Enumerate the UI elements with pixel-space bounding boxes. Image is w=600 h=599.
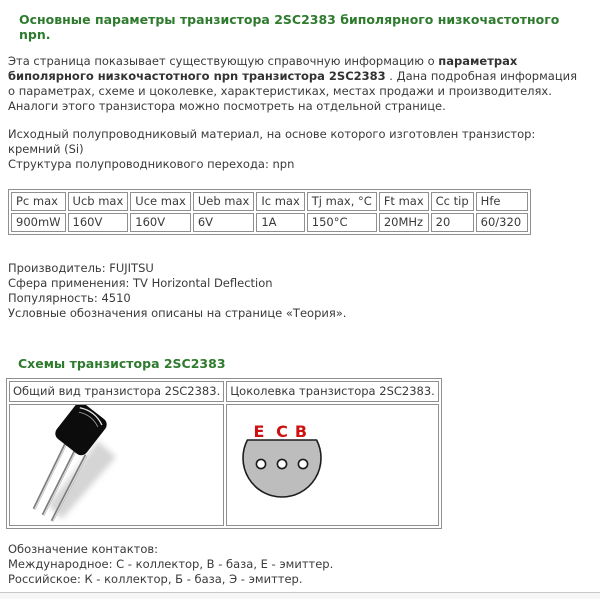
intro-line4: Аналоги этого транзистора можно посмотреть на отдельной странице. <box>8 99 446 113</box>
contacts-paragraph <box>8 542 592 587</box>
param-header-hfe: Hfe <box>476 192 528 211</box>
contacts-russian-line: Российское: К - коллектор, Б - база, Э - эмиттер. <box>8 572 303 586</box>
footer-divider <box>0 592 600 599</box>
param-value-uce-max: 160V <box>130 213 191 232</box>
param-header-tj-max: Tj max, °C <box>307 192 377 211</box>
param-value-ft-max: 20MHz <box>379 213 429 232</box>
photo-cell <box>9 404 224 526</box>
intro-line3: о параметрах, схеме и цоколевке, характеристиках, местах продажи и производителях. <box>8 84 552 98</box>
pin-labels <box>254 422 308 441</box>
param-header-uce-max: Uce max <box>130 192 191 211</box>
material-line3: Структура полупроводникового перехода: npn <box>8 157 295 171</box>
param-value-hfe: 60/320 <box>476 213 528 232</box>
material-line1: Исходный полупроводниковый материал, на основе которого изготовлен транзистор: <box>8 127 536 141</box>
transistor-photo-icon <box>10 405 222 525</box>
param-header-ft-max: Ft max <box>379 192 429 211</box>
material-paragraph <box>8 127 592 172</box>
intro-paragraph <box>8 54 592 114</box>
pin-label-c: C <box>276 422 289 441</box>
schemes-heading: Схемы транзистора 2SC2383 <box>18 356 226 371</box>
info-paragraph <box>8 261 592 321</box>
intro-line2-text: . Дана подробная информация <box>385 69 578 83</box>
param-header-ic-max: Ic max <box>256 192 304 211</box>
param-header-ucb-max: Ucb max <box>68 192 129 211</box>
param-value-pc-max: 900mW <box>11 213 66 232</box>
legend-note-line: Условные обозначения описаны на странице «Теория». <box>8 306 347 320</box>
parameters-header-row <box>11 192 528 211</box>
param-header-cc-tip: Cc tip <box>431 192 474 211</box>
application-line: Сфера применения: TV Horizontal Deflection <box>8 276 273 290</box>
param-value-ic-max: 1A <box>256 213 304 232</box>
param-header-ueb-max: Ueb max <box>193 192 255 211</box>
parameters-value-row <box>11 213 528 232</box>
manufacturer-line: Производитель: FUJITSU <box>8 261 154 275</box>
pinout-diagram-icon <box>227 405 435 525</box>
pinout-holes <box>257 459 308 468</box>
param-header-pc-max: Pc max <box>11 192 66 211</box>
pinout-caption: Цоколевка транзистора 2SC2383. <box>226 381 439 402</box>
pin-label-e: E <box>253 422 265 441</box>
popularity-line: Популярность: 4510 <box>8 291 131 305</box>
intro-line2-bold: биполярного низкочастотного npn транзистора 2SC2383 <box>8 69 386 83</box>
intro-line1-text: Эта страница показывает существующую справочную информацию о <box>8 54 439 68</box>
param-value-ucb-max: 160V <box>68 213 129 232</box>
parameters-table <box>8 189 531 235</box>
contacts-international-line: Международное: C - коллектор, B - база, E - эмиттер. <box>8 557 334 571</box>
contacts-title-line: Обозначение контактов: <box>8 542 159 556</box>
page-title: Основные параметры транзистора 2SC2383 биполярного низкочастотного npn. <box>19 12 560 42</box>
param-value-tj-max: 150°C <box>307 213 377 232</box>
material-line2: кремний (Si) <box>8 142 84 156</box>
pin-label-b: B <box>295 422 308 441</box>
pinout-cell <box>226 404 439 526</box>
param-value-ueb-max: 6V <box>193 213 255 232</box>
param-value-cc-tip: 20 <box>431 213 474 232</box>
intro-line1-bold: параметрах <box>438 54 518 68</box>
schemes-image-row <box>9 404 439 526</box>
schemes-table <box>6 378 442 529</box>
photo-caption: Общий вид транзистора 2SC2383. <box>9 381 224 402</box>
schemes-caption-row <box>9 381 439 402</box>
